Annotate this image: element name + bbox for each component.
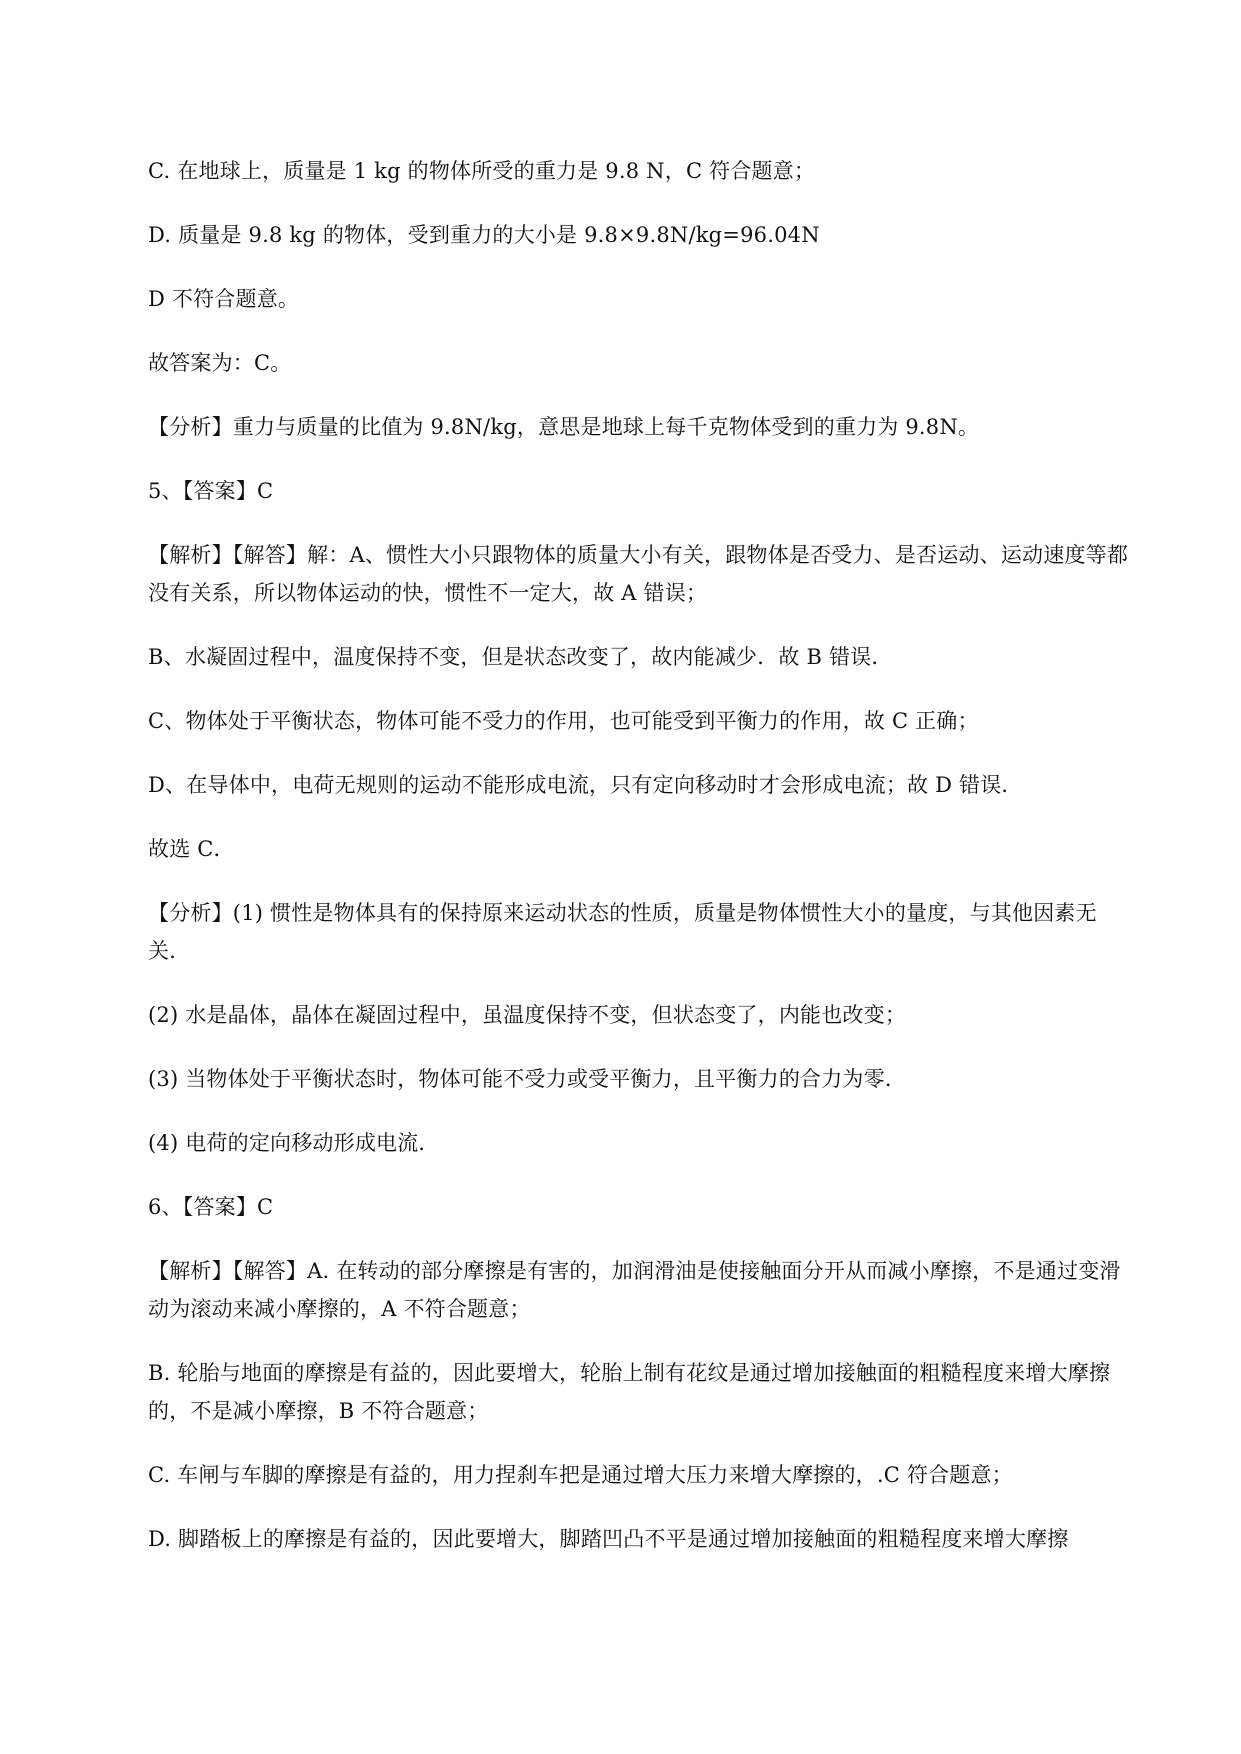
paragraph: 【解析】【解答】A. 在转动的部分摩擦是有害的，加润滑油是使接触面分开从而减小摩擦，不是通过变滑动为滚动来减小摩擦的，A 不符合题意； [148,1259,1121,1321]
paragraph: 【分析】重力与质量的比值为 9.8N/kg，意思是地球上每千克物体受到的重力为 9.8N。 [148,415,980,439]
paragraph: B、水凝固过程中，温度保持不变，但是状态改变了，故内能减少．故 B 错误． [148,645,893,669]
paragraph: C. 车闸与车脚的摩擦是有益的，用力捏刹车把是通过增大压力来增大摩擦的，.C 符合题意； [148,1463,1013,1487]
paragraph: D. 脚踏板上的摩擦是有益的，因此要增大，脚踏凹凸不平是通过增加接触面的粗糙程度来增大摩擦 [148,1527,1069,1551]
paragraph: B. 轮胎与地面的摩擦是有益的，因此要增大，轮胎上制有花纹是通过增加接触面的粗糙程度来增大摩擦的，不是减小摩擦，B 不符合题意； [148,1361,1111,1423]
answer-heading: 6、【答案】C [148,1195,274,1219]
paragraph: D 不符合题意。 [148,287,300,311]
answer-heading: 5、【答案】C [148,479,274,503]
paragraph: C、物体处于平衡状态，物体可能不受力的作用，也可能受到平衡力的作用，故 C 正确； [148,709,979,733]
paragraph: 【解析】【解答】解：A、惯性大小只跟物体的质量大小有关，跟物体是否受力、是否运动、运动速度等都没有关系，所以物体运动的快，惯性不一定大，故 A 错误； [148,543,1129,605]
paragraph: D. 质量是 9.8 kg 的物体，受到重力的大小是 9.8×9.8N/kg=96.04N [148,223,820,247]
paragraph: 故选 C． [148,837,235,861]
paragraph: (3) 当物体处于平衡状态时，物体可能不受力或受平衡力，且平衡力的合力为零． [148,1067,907,1091]
paragraph: 【分析】(1) 惯性是物体具有的保持原来运动状态的性质，质量是物体惯性大小的量度，与其他因素无关． [148,901,1097,963]
paragraph: 故答案为：C。 [148,351,292,375]
paragraph: (4) 电荷的定向移动形成电流． [148,1131,440,1155]
paragraph: D、在导体中，电荷无规则的运动不能形成电流，只有定向移动时才会形成电流；故 D 错误． [148,773,1023,797]
paragraph: C. 在地球上，质量是 1 kg 的物体所受的重力是 9.8 N，C 符合题意； [148,159,816,183]
paragraph: (2) 水是晶体，晶体在凝固过程中，虽温度保持不变，但状态变了，内能也改变； [148,1003,907,1027]
